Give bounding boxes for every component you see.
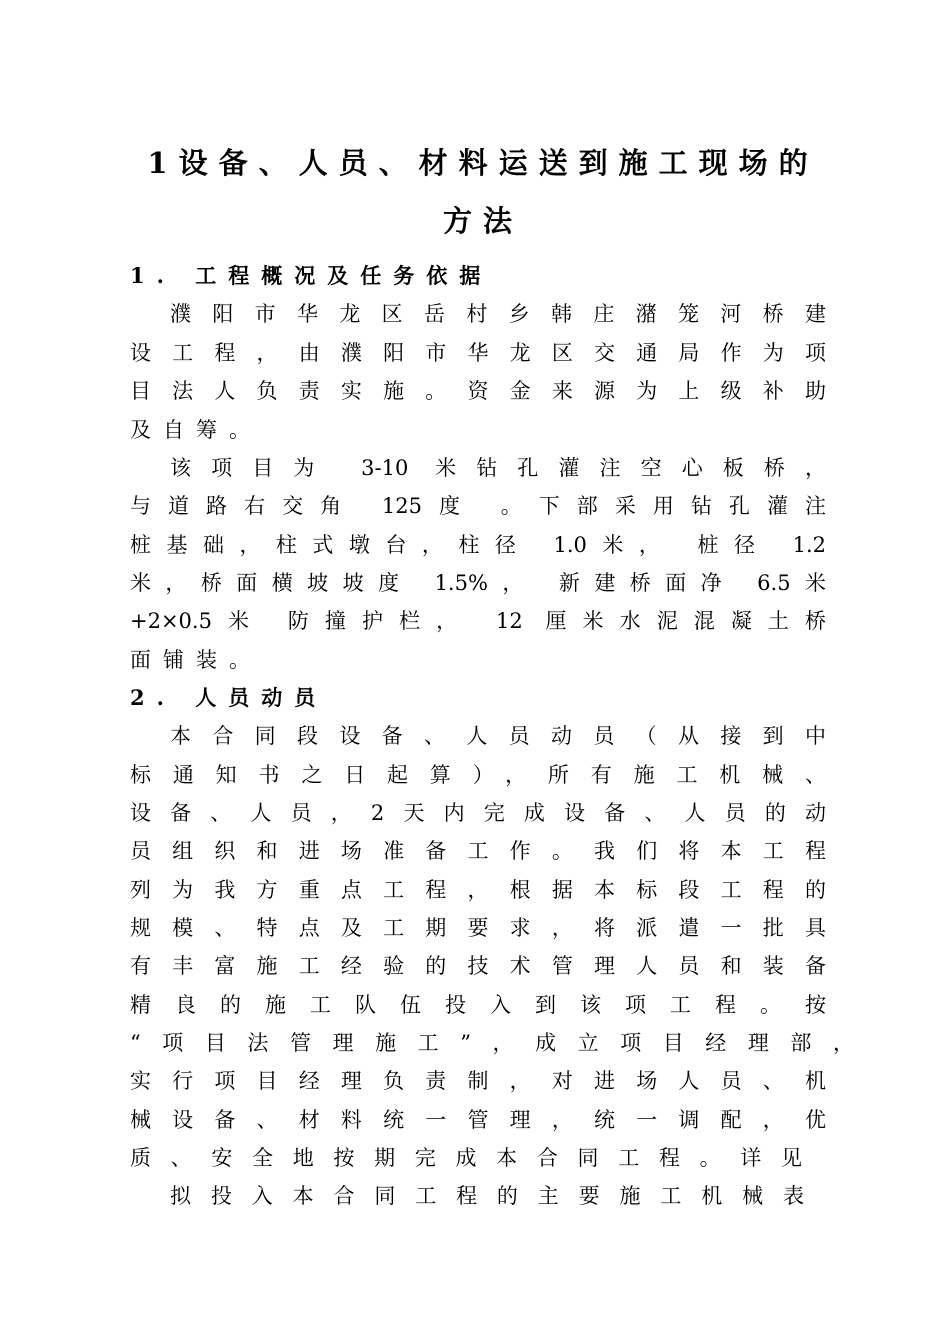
paragraph-line: +2×0.5米 防撞护栏， 12 厘米水泥混凝土桥 [130,609,826,633]
paragraph-line: 米，桥面横坡坡度 1.5%， 新建桥面净 6.5米 [130,571,826,595]
paragraph-line: 质、安全地按期完成本合同工程。详见 [130,1146,802,1170]
paragraph-line: 目法人负责实施。资金来源为上级补助 [130,379,826,403]
paragraph-line: 拟投入本合同工程的主要施工机械表 [170,1184,804,1208]
paragraph-line: 精良的施工队伍投入到该项工程。按 [130,993,826,1017]
paragraph-line: 规模、特点及工期要求，将派遣一批具 [130,916,826,940]
paragraph-line: 有丰富施工经验的技术管理人员和装备 [130,954,826,978]
paragraph-line: 与道路右交角 125度 。下部采用钻孔灌注 [130,494,826,518]
paragraph-line: 员组织和进场准备工作。我们将本工程 [130,839,826,863]
section-heading-1: 1. 工程概况及任务依据 [130,263,493,288]
paragraph-line: 该项目为 3-10 米钻孔灌注空心板桥， [170,456,826,480]
paragraph-line: 械设备、材料统一管理，统一调配，优 [130,1108,826,1132]
paragraph-line: 设备、人员，2天内完成设备、人员的动 [130,801,826,825]
paragraph-line: “项目法管理施工”，成立项目经理部， [130,1031,854,1055]
paragraph-line: 列为我方重点工程，根据本标段工程的 [130,878,826,902]
paragraph-line: 标通知书之日起算），所有施工机械、 [130,763,826,787]
paragraph-line: 实行项目经理负责制，对进场人员、机 [130,1069,826,1093]
paragraph-line: 面铺装。 [130,648,262,672]
document-title-line-1: 1设备、人员、材料运送到施工现场的 [147,146,819,180]
paragraph-line: 本合同段设备、人员动员（从接到中 [170,724,826,748]
section-heading-2: 2. 人员动员 [130,685,328,710]
paragraph-line: 及自筹。 [130,418,262,442]
paragraph-line: 桩基础，柱式墩台，柱径 1.0米， 桩径 1.2 [130,533,826,557]
paragraph-line: 濮阳市华龙区岳村乡韩庄潴笼河桥建 [170,302,826,326]
paragraph-line: 设工程，由濮阳市华龙区交通局作为项 [130,341,826,365]
document-title-line-2: 方法 [442,204,523,238]
